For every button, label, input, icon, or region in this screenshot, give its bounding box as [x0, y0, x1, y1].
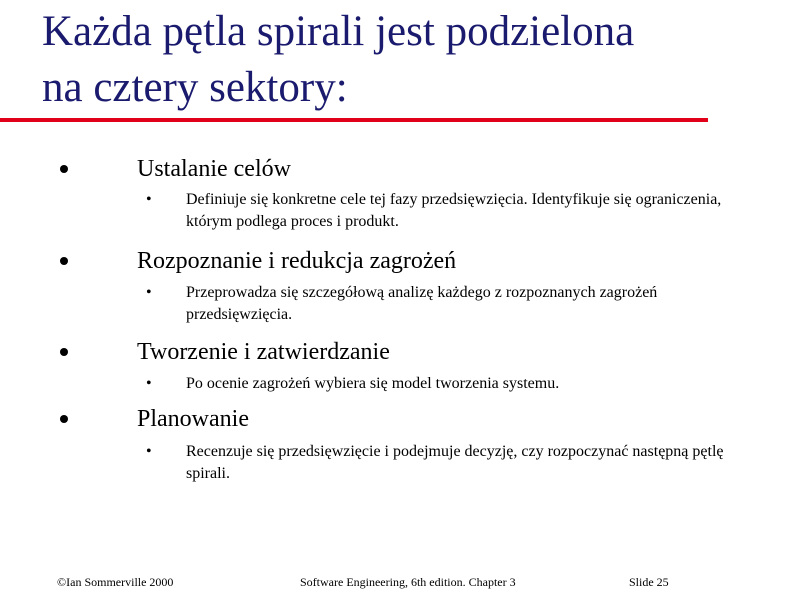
- list-item-label: Ustalanie celów: [137, 156, 291, 182]
- footer-book-title: Software Engineering, 6th edition. Chapter 3: [300, 575, 516, 589]
- sub-bullet-icon: •: [146, 443, 152, 460]
- bullet-dot-icon: [60, 415, 68, 423]
- list-item-label: Rozpoznanie i redukcja zagrożeń: [137, 248, 457, 274]
- sub-bullet-icon: •: [146, 191, 152, 208]
- list-item-description: Definiuje się konkretne cele tej fazy przedsięwzięcia. Identyfikuje się ograniczenia, którym podlega proces i produkt.: [186, 191, 722, 230]
- list-item-label: Planowanie: [137, 406, 249, 432]
- list-item-label: Tworzenie i zatwierdzanie: [137, 339, 390, 365]
- list-item-description: Po ocenie zagrożeń wybiera się model tworzenia systemu.: [186, 375, 560, 392]
- sub-bullet-icon: •: [146, 375, 152, 392]
- bullet-dot-icon: [60, 257, 68, 265]
- slide-title-line-2: na cztery sektory:: [42, 64, 348, 111]
- bullet-dot-icon: [60, 165, 68, 173]
- list-item-description: Recenzuje się przedsięwzięcie i podejmuje decyzję, czy rozpoczynać następną pętlę spirali.: [186, 443, 724, 482]
- title-underline-rule: [0, 118, 708, 122]
- footer-copyright: ©Ian Sommerville 2000: [57, 575, 174, 589]
- footer-slide-number: Slide 25: [629, 575, 669, 589]
- slide-title: [42, 4, 782, 116]
- bullet-dot-icon: [60, 348, 68, 356]
- slide-title-line-1: Każda pętla spirali jest podzielona: [42, 8, 635, 55]
- list-item-description: Przeprowadza się szczegółową analizę każdego z rozpoznanych zagrożeń przedsięwzięcia.: [186, 284, 658, 323]
- sub-bullet-icon: •: [146, 284, 152, 301]
